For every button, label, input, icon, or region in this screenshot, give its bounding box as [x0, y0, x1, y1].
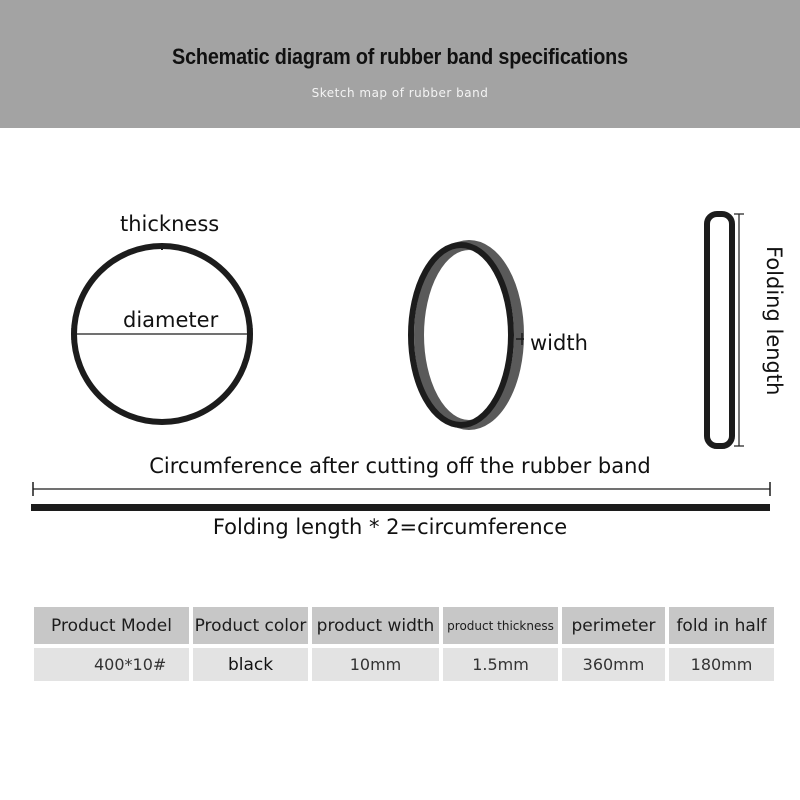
spec-value-row [34, 648, 774, 681]
width-label: width [530, 331, 588, 355]
value-product-model: 400*10# [34, 648, 189, 681]
formula-label: Folding length * 2=circumference [212, 515, 568, 539]
header-product-thickness: product thickness [443, 607, 558, 644]
header-product-color: Product color [193, 607, 308, 644]
spec-header-row [34, 607, 774, 644]
value-fold-in-half: 180mm [669, 648, 774, 681]
value-product-width: 10mm [312, 648, 439, 681]
band-tilted [411, 245, 519, 425]
value-perimeter: 360mm [562, 648, 665, 681]
circumference-label: Circumference after cutting off the rubber band [149, 454, 651, 478]
header-perimeter: perimeter [562, 607, 665, 644]
header-product-width: product width [312, 607, 439, 644]
folding-length-label: Folding length [762, 246, 786, 396]
cut-band-strip [31, 504, 770, 511]
band-folded [707, 214, 732, 446]
header-fold-in-half: fold in half [669, 607, 774, 644]
header-product-model: Product Model [34, 607, 189, 644]
thickness-label: thickness [120, 212, 220, 236]
diameter-label: diameter [123, 308, 219, 332]
spec-table [30, 603, 778, 685]
page-title: Schematic diagram of rubber band specifications [172, 44, 628, 69]
page-subtitle: Sketch map of rubber band [311, 86, 489, 100]
value-product-thickness: 1.5mm [443, 648, 558, 681]
value-product-color: black [193, 648, 308, 681]
